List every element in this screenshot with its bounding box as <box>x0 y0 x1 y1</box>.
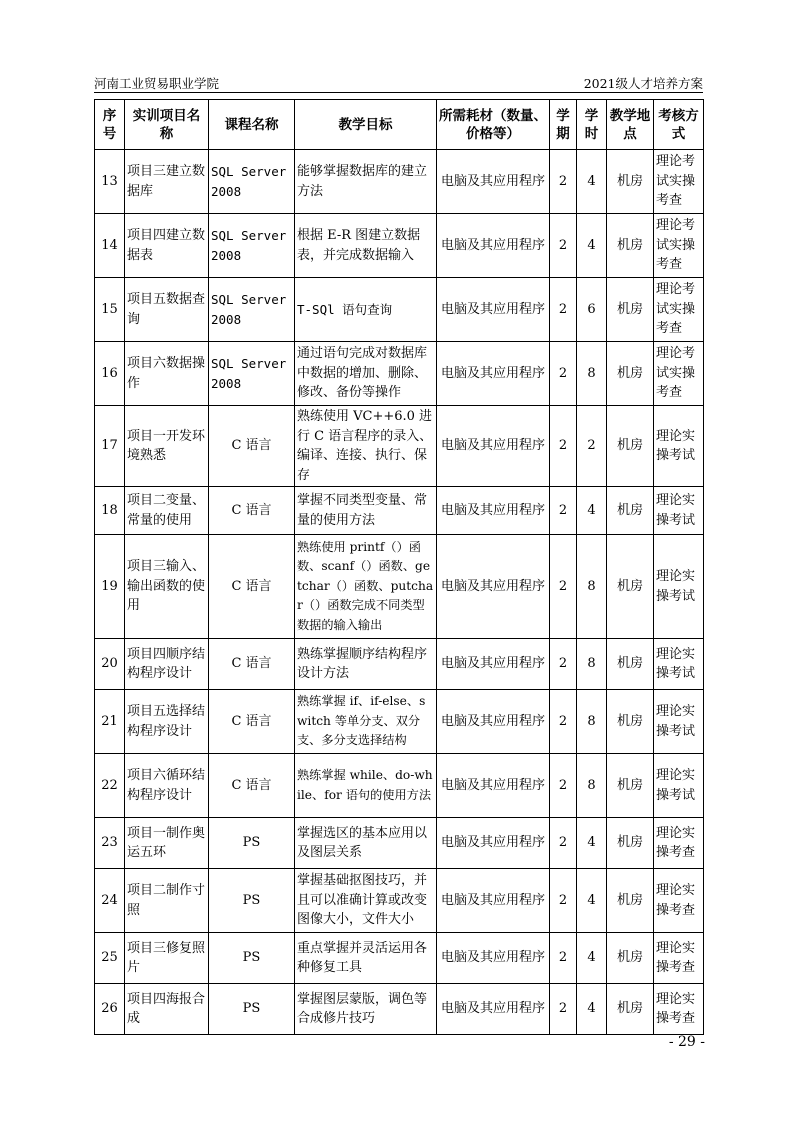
cell-materials: 电脑及其应用程序 <box>437 984 550 1035</box>
table-row <box>95 639 704 690</box>
cell-no: 26 <box>95 984 125 1035</box>
cell-materials: 电脑及其应用程序 <box>437 933 550 984</box>
cell-no: 13 <box>95 150 125 214</box>
cell-hours: 8 <box>577 535 607 639</box>
cell-hours: 4 <box>577 984 607 1035</box>
cell-course: C 语言 <box>209 406 295 487</box>
cell-assess: 理论实操考查 <box>654 984 704 1035</box>
cell-course: SQL Server 2008 <box>209 278 295 342</box>
table-row <box>95 342 704 406</box>
cell-hours: 4 <box>577 150 607 214</box>
cell-hours: 6 <box>577 278 607 342</box>
cell-goal: 熟练使用 printf（）函数、scanf（）函数、getchar（）函数、putchar（）函数完成不同类型数据的输入输出 <box>295 535 437 639</box>
cell-goal: 根据 E-R 图建立数据表，并完成数据输入 <box>295 214 437 278</box>
cell-goal: 熟练使用 VC++6.0 进行 C 语言程序的录入、编译、连接、执行、保存 <box>295 406 437 487</box>
cell-no: 14 <box>95 214 125 278</box>
cell-place: 机房 <box>607 639 654 690</box>
cell-project: 项目五选择结构程序设计 <box>125 690 209 754</box>
cell-term: 2 <box>550 342 577 406</box>
cell-hours: 8 <box>577 754 607 818</box>
cell-course: PS <box>209 933 295 984</box>
cell-course: C 语言 <box>209 535 295 639</box>
cell-place: 机房 <box>607 984 654 1035</box>
header-term: 学期 <box>550 100 577 150</box>
cell-term: 2 <box>550 984 577 1035</box>
cell-place: 机房 <box>607 535 654 639</box>
cell-goal: 通过语句完成对数据库中数据的增加、删除、修改、备份等操作 <box>295 342 437 406</box>
cell-project: 项目二变量、常量的使用 <box>125 487 209 535</box>
cell-term: 2 <box>550 690 577 754</box>
cell-assess: 理论实操考查 <box>654 869 704 933</box>
cell-course: C 语言 <box>209 754 295 818</box>
cell-term: 2 <box>550 818 577 869</box>
training-projects-table <box>94 99 704 1035</box>
cell-assess: 理论考试实操考查 <box>654 214 704 278</box>
page-number: - 29 - <box>668 1034 705 1050</box>
header-course: 课程名称 <box>209 100 295 150</box>
cell-term: 2 <box>550 933 577 984</box>
cell-assess: 理论考试实操考查 <box>654 342 704 406</box>
cell-course: C 语言 <box>209 487 295 535</box>
cell-place: 机房 <box>607 406 654 487</box>
cell-goal: 掌握图层蒙版，调色等合成修片技巧 <box>295 984 437 1035</box>
cell-no: 18 <box>95 487 125 535</box>
table-row <box>95 754 704 818</box>
cell-place: 机房 <box>607 214 654 278</box>
cell-course: C 语言 <box>209 690 295 754</box>
table-row <box>95 406 704 487</box>
cell-course: SQL Server 2008 <box>209 214 295 278</box>
table-row <box>95 933 704 984</box>
table-header-row <box>95 100 704 150</box>
cell-hours: 4 <box>577 214 607 278</box>
cell-project: 项目二制作寸照 <box>125 869 209 933</box>
cell-materials: 电脑及其应用程序 <box>437 278 550 342</box>
header-goal: 教学目标 <box>295 100 437 150</box>
cell-project: 项目四顺序结构程序设计 <box>125 639 209 690</box>
cell-hours: 8 <box>577 639 607 690</box>
cell-term: 2 <box>550 639 577 690</box>
cell-materials: 电脑及其应用程序 <box>437 639 550 690</box>
cell-goal: 掌握基础抠图技巧，并且可以准确计算或改变图像大小，文件大小 <box>295 869 437 933</box>
cell-place: 机房 <box>607 869 654 933</box>
cell-no: 23 <box>95 818 125 869</box>
cell-materials: 电脑及其应用程序 <box>437 818 550 869</box>
header-place: 教学地点 <box>607 100 654 150</box>
cell-goal: 熟练掌握 if、if-else、switch 等单分支、双分支、多分支选择结构 <box>295 690 437 754</box>
cell-project: 项目一开发环境熟悉 <box>125 406 209 487</box>
cell-project: 项目四建立数据表 <box>125 214 209 278</box>
cell-no: 21 <box>95 690 125 754</box>
cell-hours: 4 <box>577 818 607 869</box>
cell-hours: 2 <box>577 406 607 487</box>
cell-assess: 理论实操考试 <box>654 487 704 535</box>
document-title: 2021级人才培养方案 <box>583 76 703 91</box>
cell-assess: 理论考试实操考查 <box>654 278 704 342</box>
cell-goal: 掌握不同类型变量、常量的使用方法 <box>295 487 437 535</box>
table-row <box>95 278 704 342</box>
cell-assess: 理论考试实操考查 <box>654 150 704 214</box>
cell-hours: 8 <box>577 342 607 406</box>
cell-assess: 理论实操考试 <box>654 690 704 754</box>
table-row <box>95 535 704 639</box>
cell-project: 项目一制作奥运五环 <box>125 818 209 869</box>
cell-place: 机房 <box>607 818 654 869</box>
cell-course: C 语言 <box>209 639 295 690</box>
cell-term: 2 <box>550 406 577 487</box>
cell-materials: 电脑及其应用程序 <box>437 214 550 278</box>
institution-name: 河南工业贸易职业学院 <box>94 76 220 91</box>
cell-goal: T-SQl 语句查询 <box>295 278 437 342</box>
cell-no: 17 <box>95 406 125 487</box>
cell-assess: 理论实操考试 <box>654 535 704 639</box>
cell-project: 项目三输入、输出函数的使用 <box>125 535 209 639</box>
cell-assess: 理论实操考查 <box>654 933 704 984</box>
cell-place: 机房 <box>607 150 654 214</box>
cell-materials: 电脑及其应用程序 <box>437 535 550 639</box>
cell-goal: 重点掌握并灵活运用各种修复工具 <box>295 933 437 984</box>
cell-term: 2 <box>550 150 577 214</box>
cell-no: 24 <box>95 869 125 933</box>
cell-hours: 4 <box>577 933 607 984</box>
table-row <box>95 214 704 278</box>
cell-term: 2 <box>550 869 577 933</box>
cell-materials: 电脑及其应用程序 <box>437 342 550 406</box>
header-hours: 学时 <box>577 100 607 150</box>
cell-hours: 8 <box>577 690 607 754</box>
cell-assess: 理论实操考试 <box>654 406 704 487</box>
cell-goal: 掌握选区的基本应用以及图层关系 <box>295 818 437 869</box>
cell-term: 2 <box>550 487 577 535</box>
header-project: 实训项目名称 <box>125 100 209 150</box>
cell-no: 20 <box>95 639 125 690</box>
cell-goal: 能够掌握数据库的建立方法 <box>295 150 437 214</box>
cell-term: 2 <box>550 278 577 342</box>
table-row <box>95 984 704 1035</box>
cell-assess: 理论实操考试 <box>654 639 704 690</box>
cell-project: 项目四海报合成 <box>125 984 209 1035</box>
table-row <box>95 869 704 933</box>
cell-place: 机房 <box>607 933 654 984</box>
cell-materials: 电脑及其应用程序 <box>437 754 550 818</box>
cell-materials: 电脑及其应用程序 <box>437 690 550 754</box>
table-row <box>95 487 704 535</box>
cell-no: 19 <box>95 535 125 639</box>
cell-course: PS <box>209 818 295 869</box>
page-header <box>94 70 703 93</box>
cell-project: 项目五数据查询 <box>125 278 209 342</box>
cell-assess: 理论实操考查 <box>654 818 704 869</box>
cell-place: 机房 <box>607 342 654 406</box>
cell-hours: 4 <box>577 487 607 535</box>
cell-goal: 熟练掌握顺序结构程序设计方法 <box>295 639 437 690</box>
header-no: 序号 <box>95 100 125 150</box>
cell-course: SQL Server 2008 <box>209 342 295 406</box>
table-row <box>95 690 704 754</box>
cell-place: 机房 <box>607 754 654 818</box>
cell-no: 25 <box>95 933 125 984</box>
cell-assess: 理论实操考试 <box>654 754 704 818</box>
cell-no: 22 <box>95 754 125 818</box>
cell-hours: 4 <box>577 869 607 933</box>
cell-materials: 电脑及其应用程序 <box>437 487 550 535</box>
table-row <box>95 818 704 869</box>
cell-course: PS <box>209 869 295 933</box>
cell-term: 2 <box>550 535 577 639</box>
cell-course: PS <box>209 984 295 1035</box>
cell-no: 16 <box>95 342 125 406</box>
table-row <box>95 150 704 214</box>
cell-materials: 电脑及其应用程序 <box>437 869 550 933</box>
cell-place: 机房 <box>607 487 654 535</box>
header-materials: 所需耗材（数量、价格等） <box>437 100 550 150</box>
cell-project: 项目三建立数据库 <box>125 150 209 214</box>
cell-materials: 电脑及其应用程序 <box>437 406 550 487</box>
cell-goal: 熟练掌握 while、do-while、for 语句的使用方法 <box>295 754 437 818</box>
cell-place: 机房 <box>607 278 654 342</box>
cell-term: 2 <box>550 754 577 818</box>
cell-no: 15 <box>95 278 125 342</box>
cell-course: SQL Server 2008 <box>209 150 295 214</box>
cell-term: 2 <box>550 214 577 278</box>
header-assess: 考核方式 <box>654 100 704 150</box>
cell-project: 项目六循环结构程序设计 <box>125 754 209 818</box>
cell-place: 机房 <box>607 690 654 754</box>
cell-materials: 电脑及其应用程序 <box>437 150 550 214</box>
cell-project: 项目六数据操作 <box>125 342 209 406</box>
cell-project: 项目三修复照片 <box>125 933 209 984</box>
